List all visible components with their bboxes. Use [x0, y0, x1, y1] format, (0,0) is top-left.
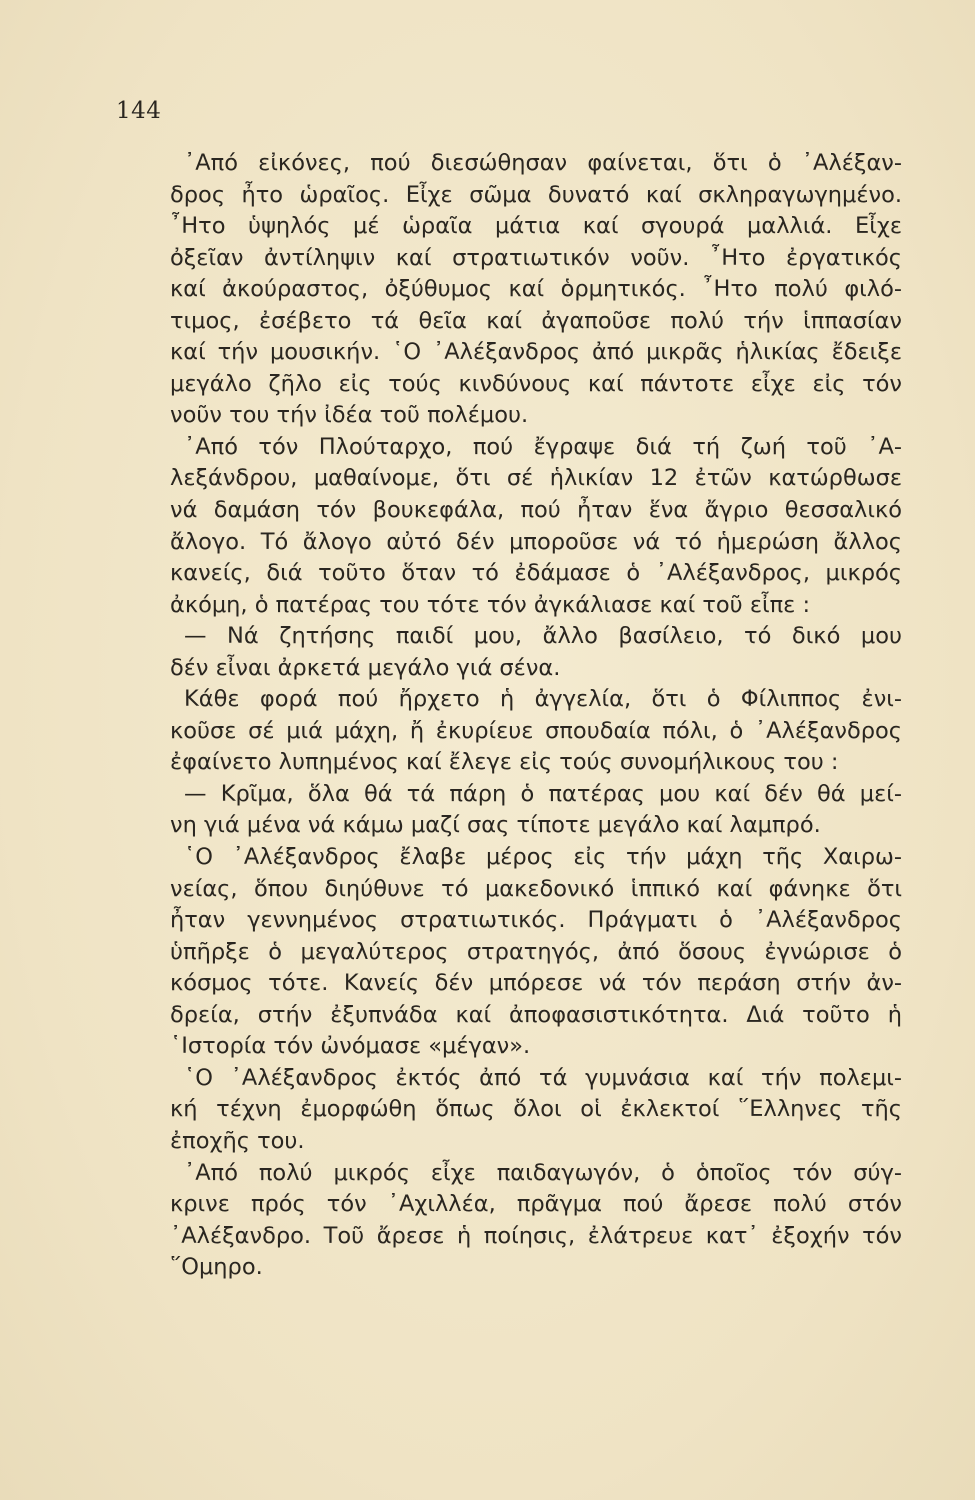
paragraph [160, 432, 902, 621]
text-line: ᾿Από εἰκόνες, πού διεσώθησαν φαίνεται, ὅτι ὁ ᾿Αλέξαν- [184, 150, 902, 176]
text-line: ῞Ομηρο. [170, 1254, 263, 1281]
text-line: ἦταν γεννημένος στρατιωτικός. Πράγματι ὁ ᾿Αλέξανδρος [170, 907, 902, 934]
text-line: λεξάνδρου, μαθαίνομε, ὅτι σέ ἡλικίαν 12 ἐτῶν κατώρθωσε [170, 465, 902, 492]
text-line: ῏Ητο ὑψηλός μέ ὡραῖα μάτια καί σγουρά μαλλιά. Εἶχε [170, 213, 902, 240]
text-line: τιμος, ἐσέβετο τά θεῖα καί ἀγαποῦσε πολύ τήν ἱππασίαν [170, 307, 902, 334]
text-line: ᾿Από τόν Πλούταρχο, πού ἔγραψε διά τή ζωή τοῦ ᾿Α- [184, 433, 902, 460]
paragraph [160, 779, 902, 842]
text-line: ᾿Από πολύ μικρός εἶχε παιδαγωγόν, ὁ ὁποῖος τόν σύγ- [184, 1159, 902, 1186]
text-line: ῾Ιστορία τόν ὠνόμασε «μέγαν». [170, 1033, 531, 1060]
text-line: ᾿Αλέξανδρο. Τοῦ ἄρεσε ἡ ποίησις, ἐλάτρευε κατ᾿ ἐξοχήν τόν [170, 1222, 902, 1249]
paragraph [160, 684, 902, 779]
text-line: ὑπῆρξε ὁ μεγαλύτερος στρατηγός, ἀπό ὅσους ἐγνώρισε ὁ [170, 938, 902, 965]
paragraph [160, 148, 902, 432]
text-line: κοῦσε σέ μιά μάχη, ἤ ἐκυρίευε σπουδαία πόλι, ὁ ᾿Αλέξανδρος [170, 717, 902, 744]
text-line: νη γιά μένα νά κάμω μαζί σας τίποτε μεγάλο καί λαμπρό. [170, 812, 821, 839]
text-line: ἄλογο. Τό ἄλογο αὐτό δέν μποροῦσε νά τό ἡμερώση ἄλλος [170, 528, 902, 555]
text-line: κανείς, διά τοῦτο ὅταν τό ἐδάμασε ὁ ᾿Αλέξανδρος, μικρός [170, 560, 902, 587]
text-line: ἐφαίνετο λυπημένος καί ἔλεγε εἰς τούς συνομήλικους του : [170, 749, 839, 776]
text-line: Κάθε φορά πού ἤρχετο ἡ ἀγγελία, ὅτι ὁ Φίλιππος ἐνι- [184, 686, 902, 713]
text-line: νείας, ὅπου διηύθυνε τό μακεδονικό ἱππικό καί φάνηκε ὅτι [170, 875, 902, 902]
paragraph [160, 1063, 902, 1158]
text-line: ῾Ο ᾿Αλέξανδρος ἐκτός ἀπό τά γυμνάσια καί τήν πολεμι- [184, 1064, 902, 1091]
text-line: καί ἀκούραστος, ὀξύθυμος καί ὁρμητικός. ῏Ητο πολύ φιλό- [170, 276, 902, 303]
paragraph [160, 621, 902, 684]
paragraph [160, 1158, 902, 1284]
text-line: δρος ἦτο ὡραῖος. Εἶχε σῶμα δυνατό καί σκληραγωγημένο. [170, 181, 902, 208]
text-line: μεγάλο ζῆλο εἰς τούς κινδύνους καί πάντοτε εἶχε εἰς τόν [170, 370, 902, 397]
text-line: — Νά ζητήσης παιδί μου, ἄλλο βασίλειο, τό δικό μου [184, 623, 902, 650]
text-line: κή τέχνη ἐμορφώθη ὅπως ὅλοι οἱ ἐκλεκτοί ῞Ελληνες τῆς [170, 1096, 902, 1123]
body-text [160, 148, 902, 1284]
text-line: ἐποχῆς του. [170, 1127, 305, 1154]
page-number: 144 [116, 98, 162, 124]
text-line: καί τήν μουσικήν. ῾Ο ᾿Αλέξανδρος ἀπό μικρᾶς ἡλικίας ἔδειξε [170, 339, 902, 366]
text-line: κόσμος τότε. Κανείς δέν μπόρεσε νά τόν περάση στήν ἀν- [170, 970, 902, 997]
text-line: — Κρῖμα, ὅλα θά τά πάρη ὁ πατέρας μου καί δέν θά μεί- [184, 780, 902, 807]
text-line: δέν εἶναι ἀρκετά μεγάλο γιά σένα. [170, 654, 561, 681]
text-line: νοῦν του τήν ἰδέα τοῦ πολέμου. [170, 402, 529, 429]
text-line: κρινε πρός τόν ᾿Αχιλλέα, πρᾶγμα πού ἄρεσε πολύ στόν [170, 1191, 902, 1218]
text-line: ἀκόμη, ὁ πατέρας του τότε τόν ἀγκάλιασε καί τοῦ εἶπε : [170, 591, 811, 618]
paragraph [160, 842, 902, 1063]
text-line: δρεία, στήν ἐξυπνάδα καί ἀποφασιστικότητα. Διά τοῦτο ἡ [170, 1001, 902, 1028]
text-line: ῾Ο ᾿Αλέξανδρος ἔλαβε μέρος εἰς τήν μάχη τῆς Χαιρω- [184, 844, 902, 871]
text-line: ὀξεῖαν ἀντίληψιν καί στρατιωτικόν νοῦν. ῏Ητο ἐργατικός [170, 244, 902, 271]
text-line: νά δαμάση τόν βουκεφάλα, πού ἦταν ἕνα ἄγριο θεσσαλικό [170, 497, 902, 524]
